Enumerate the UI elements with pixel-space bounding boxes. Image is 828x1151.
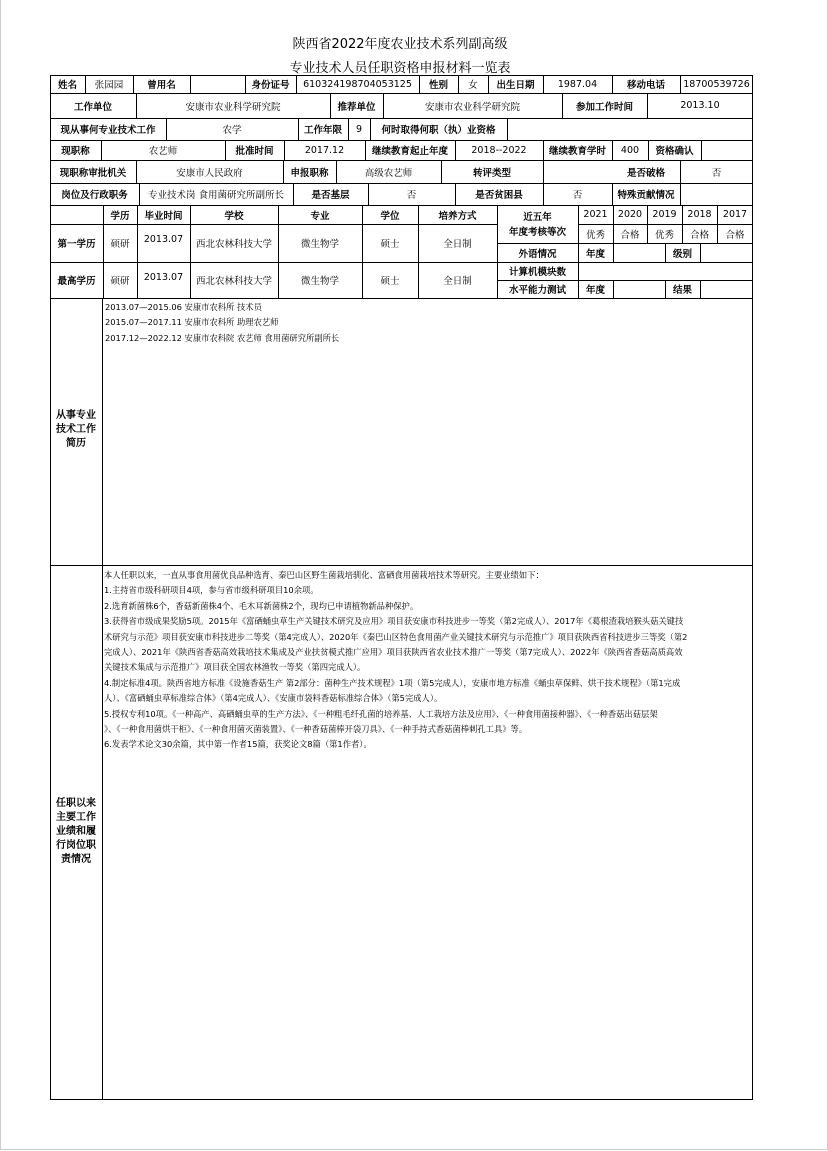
first-edu-school[interactable]: 西北农林科技大学: [195, 239, 272, 250]
approve-time-value[interactable]: 2017.12: [304, 144, 345, 156]
achievement-line: 人）、《富硒蛹虫草标准综合体》（第4完成人）、《安康市袋料香菇标准综合体》（第5完成人）。: [104, 693, 443, 704]
assessment-grade-2[interactable]: 合格: [620, 229, 640, 241]
post-label: 岗位及行政职务: [61, 190, 128, 201]
highest-edu-mode[interactable]: 全日制: [443, 276, 472, 287]
achievements-label: 任职以来 主要工作 业绩和履 行岗位职 责情况: [56, 798, 96, 865]
birth-label: 出生日期: [496, 80, 535, 91]
gender-label: 性别: [428, 80, 448, 91]
phone-value[interactable]: 18700539726: [683, 78, 750, 90]
qual-confirm-label: 资格确认: [655, 146, 694, 157]
assessment-grade-4[interactable]: 合格: [689, 229, 709, 241]
edu-hours-value[interactable]: 400: [620, 144, 640, 156]
qual-confirm-value[interactable]: [701, 140, 753, 160]
recommend-value[interactable]: 安康市农业科学研究院: [424, 101, 520, 113]
first-edu-grad-time[interactable]: 2013.07: [143, 234, 184, 245]
achievement-line: 4.制定标准4项。陕西省地方标准《设施香菇生产 第2部分：菌种生产技术规程》1项（第5完成人），安康市地方标准《蛹虫草保鲜、烘干技术规程》（第1完成: [104, 677, 681, 688]
history-line: 2013.07—2015.06 安康市农科所 技术员: [105, 302, 262, 312]
achievement-line: 》、《一种食用菌烘干柜》、《一种食用菌灭菌装置》、《一种香菇菌棒开袋刀具》、《一种手持式香菇菌棒刺孔工具》等。: [104, 724, 528, 735]
qualification-time-value[interactable]: [507, 118, 753, 140]
years-label: 工作年限: [303, 125, 342, 136]
achievement-line: 3.获得省市级成果奖励5项。2015年《富硒蛹虫草生产关键技术研究及应用》项目获安康市科技进步一等奖（第2完成人）、2017年《葛根渣栽培猴头菇关键技: [104, 616, 684, 627]
achievement-line: 1.主持省市级科研项目4项，参与省市级科研项目10余项。: [104, 585, 319, 596]
current-title-value[interactable]: 农艺师: [148, 146, 178, 157]
work-unit-value[interactable]: 安康市农业科学研究院: [185, 101, 281, 113]
grassroots-value[interactable]: 否: [406, 190, 417, 201]
transfer-type-label: 转评类型: [472, 167, 511, 179]
document-title-line2: 专业技术人员任职资格申报材料一览表: [289, 61, 511, 76]
edu-hours-label: 继续教育学时: [548, 146, 606, 157]
achievement-line: 完成人）、2021年《陕西省香菇高效栽培技术集成及产业扶贫模式推广应用》项目获陕西省农业技术推广一等奖（第7完成人）、2022年《陕西省香菇高质高效: [104, 647, 683, 658]
assessment-label-line1: 近五年: [523, 212, 552, 223]
approve-time-label: 批准时间: [235, 146, 274, 157]
former-name-label: 曾用名: [147, 80, 176, 91]
recommend-label: 推荐单位: [337, 101, 376, 113]
foreign-year-value[interactable]: [613, 243, 665, 262]
name-label: 姓名: [57, 80, 77, 91]
highest-edu-degree[interactable]: 硕士: [380, 276, 400, 287]
foreign-level-value[interactable]: [700, 243, 753, 262]
edu-header-mode: 培养方式: [438, 210, 477, 222]
phone-label: 移动电话: [626, 80, 665, 91]
years-value[interactable]: 9: [355, 123, 363, 135]
approve-org-value[interactable]: 安康市人民政府: [176, 167, 243, 179]
achievement-line: 5.授权专利10项。《一种高产、高硒蛹虫草的生产方法》、《一种粗毛纤孔菌的培养基、人工栽培方法及应用》、《一种食用菌接种器》、《一种香菇出菇层架: [104, 708, 658, 719]
edu-header-degree: 学位: [380, 210, 400, 222]
profession-label: 现从事何专业技术工作: [60, 125, 156, 136]
history-line: 2017.12—2022.12 安康市农科院 农艺师 食用菌研究所副所长: [105, 332, 340, 343]
first-edu-major[interactable]: 微生物学: [300, 239, 339, 250]
assessment-year-5: 2017: [722, 209, 748, 220]
edu-years-value[interactable]: 2018--2022: [471, 144, 527, 156]
foreign-language-label: 外语情况: [518, 248, 557, 260]
edu-header-grad-time: 毕业时间: [144, 210, 183, 222]
poor-county-label: 是否贫困县: [475, 190, 523, 201]
foreign-year-label: 年度: [585, 248, 605, 260]
former-name-value[interactable]: [190, 75, 245, 93]
work-history-content[interactable]: [105, 300, 749, 346]
special-contribution-label: 特殊贡献情况: [617, 190, 675, 201]
highest-edu-school[interactable]: 西北农林科技大学: [195, 276, 272, 287]
apply-title-label: 申报职称: [290, 167, 329, 179]
ability-result-value[interactable]: [700, 280, 753, 298]
highest-edu-major[interactable]: 微生物学: [300, 276, 339, 287]
achievement-line: 6.发表学术论文30余篇，其中第一作者15篇，获奖论文8篇（第1作者）。: [104, 739, 372, 750]
achievements-content[interactable]: [104, 568, 750, 753]
ability-year-label: 年度: [585, 285, 605, 296]
name-value[interactable]: 张园园: [94, 80, 124, 91]
post-value[interactable]: 专业技术岗 食用菌研究所副所长: [147, 190, 285, 201]
current-title-label: 现职称: [61, 146, 90, 157]
ability-result-label: 结果: [672, 285, 692, 296]
computer-modules-value[interactable]: [578, 262, 753, 280]
assessment-grade-1[interactable]: 优秀: [585, 229, 605, 241]
history-line: 2015.07—2017.11 安康市农科所 助理农艺师: [105, 317, 279, 328]
edu-header-school: 学校: [224, 210, 244, 222]
id-label: 身份证号: [251, 80, 290, 91]
exception-label: 是否破格: [626, 167, 665, 179]
join-value[interactable]: 2013.10: [680, 100, 720, 111]
computer-modules-label: 计算机模块数: [508, 267, 566, 278]
achievement-line: 术研究与示范》项目获安康市科技进步二等奖（第4完成人）、2020年《秦巴山区特色食用菌产业关键技术研究与示范推广》项目获陕西省科技进步三等奖（第2: [104, 631, 688, 642]
assessment-year-3: 2019: [652, 209, 677, 220]
highest-edu-degree-type[interactable]: 硕研: [110, 276, 130, 287]
assessment-label-line2: 年度考核等次: [508, 227, 566, 238]
assessment-grade-5[interactable]: 合格: [725, 229, 745, 241]
achievement-line: 本人任职以来，一直从事食用菌优良品种选育、秦巴山区野生菌栽培驯化、富硒食用菌栽培技术等研究。主要业绩如下：: [104, 570, 544, 580]
profession-value[interactable]: 农学: [222, 125, 242, 136]
first-edu-label: 第一学历: [57, 239, 96, 250]
first-edu-mode[interactable]: 全日制: [443, 239, 472, 250]
assessment-grade-3[interactable]: 优秀: [654, 229, 674, 241]
ability-test-label: 水平能力测试: [508, 285, 566, 296]
grassroots-label: 是否基层: [311, 190, 350, 201]
highest-edu-label: 最高学历: [57, 276, 96, 287]
achievement-line: 关键技术集成与示范推广》项目获全国农林渔牧一等奖（第四完成人）。: [104, 662, 366, 673]
work-unit-label: 工作单位: [73, 101, 112, 113]
edu-years-label: 继续教育起止年度: [371, 146, 448, 157]
work-history-label: 从事专业 技术工作 简历: [56, 410, 96, 449]
exception-value[interactable]: 否: [711, 167, 722, 179]
poor-county-value[interactable]: 否: [572, 190, 583, 201]
assessment-year-1: 2021: [583, 209, 608, 220]
id-value[interactable]: 610324198704053125: [303, 78, 412, 90]
assessment-year-2: 2020: [617, 209, 643, 220]
edu-header-major: 专业: [310, 210, 330, 222]
transfer-type-value[interactable]: [543, 160, 612, 183]
edu-header-degree-type: 学历: [110, 210, 130, 222]
assessment-year-4: 2018: [687, 209, 712, 220]
highest-edu-grad-time[interactable]: 2013.07: [143, 272, 184, 283]
foreign-level-label: 级别: [672, 248, 692, 260]
birth-value[interactable]: 1987.04: [557, 78, 598, 90]
qualification-time-label: 何时取得何职（执）业资格: [381, 125, 496, 136]
first-edu-degree-type[interactable]: 硕研: [110, 239, 130, 250]
achievement-line: 2.选育新菌株6个，香菇新菌株4个、毛木耳新菌株2个，现均已申请植物新品种保护。: [104, 600, 419, 611]
join-label: 参加工作时间: [575, 101, 633, 113]
ability-year-value[interactable]: [613, 280, 665, 298]
apply-title-value[interactable]: 高级农艺师: [364, 167, 413, 179]
gender-value[interactable]: 女: [468, 80, 478, 91]
special-contribution-value[interactable]: [680, 183, 753, 205]
approve-org-label: 现职称审批机关: [59, 167, 127, 179]
first-edu-degree[interactable]: 硕士: [380, 239, 400, 250]
document-title-line1: 陕西省2022年度农业技术系列副高级: [292, 37, 508, 52]
